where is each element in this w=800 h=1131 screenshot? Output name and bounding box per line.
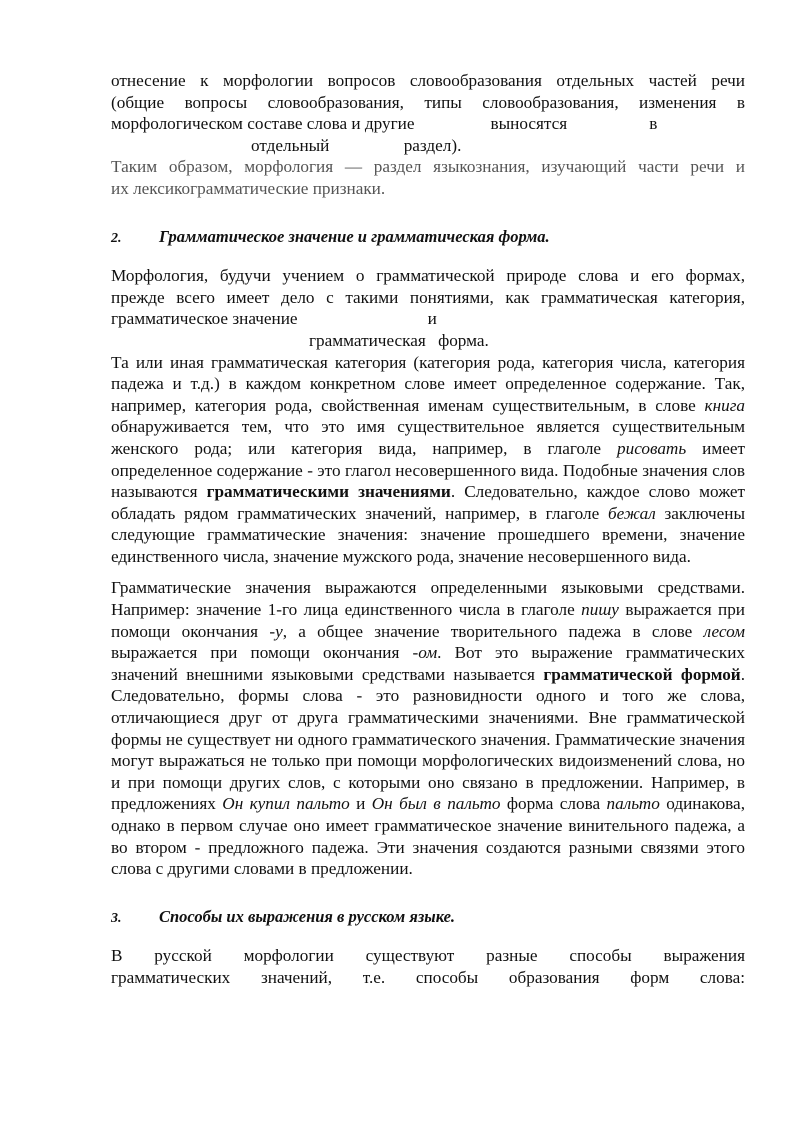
s2-p3-word-pishu: пишу [581,600,619,620]
s2-p2-bold-term: грамматическими значениями [206,482,451,502]
intro-line-3a: морфологическом составе слова и другие [111,114,415,134]
summary-line-1: Таким образом, морфология — раздел языкознания, изучающий части речи и [111,157,745,177]
s2-p1-line-2: прежде всего имеет дело с такими понятиями, как грамматическая категория, [111,287,745,307]
s2-p1-line-4a: грамматическая [309,330,426,350]
s2-p1-line-1: Морфология, будучи учением о грамматической природе слова и его формах, [111,266,745,286]
section-2-number: 2. [111,230,122,246]
s2-p3-text-d: выражается при помощи окончания [111,643,413,663]
s3-p1-line-1: В русской морфологии существуют разные способы выражения [111,946,745,966]
s2-p1-line-4 [111,330,745,352]
s2-p3-text-h: форма слова [500,794,607,814]
s2-p3-ending-u: -у [269,621,283,641]
s2-p2-text-a: Та или иная грамматическая категория (категория рода, категория числа, категория падежа и т.д.) в каждом конкретном слове имеет определенное содержание. Так, например, категория рода, свойственная именам существительным, в слове [111,352,745,415]
s2-p3-word-lesom: лесом [703,621,745,641]
intro-line-1: отнесение к морфологии вопросов словообразования отдельных частей речи [111,71,745,90]
intro-line-3b: выносятся [490,114,568,134]
intro-line-4a: отдельный [251,135,330,155]
intro-line-2: (общие вопросы словообразования, типы словообразования, изменения в [111,92,745,112]
s2-p3-text-b: выражается при помощи окончания [111,600,746,641]
s2-p2-word-risovat: рисовать [617,438,687,458]
intro-line-3 [111,113,745,135]
intro-line-4b: раздел). [403,135,462,155]
s2-paragraph-2 [111,352,745,568]
s2-p2-word-bezhal: бежал [608,503,656,523]
s2-p2-text-c: имеет определенное содержание - это глагол несовершенного вида. Подобные значения слов называются [111,438,745,502]
s2-p2-text-e: заключены следующие грамматические значения: значение прошедшего времени, значение единственного числа, значение мужского рода, значение несовершенного вида. [111,503,745,566]
section-2-heading [111,226,745,250]
s2-p2-text-d: . Следовательно, каждое слово может обладать рядом грамматических значений, например, в глаголе [111,482,745,523]
s2-p2-word-kniga: книга [704,395,745,415]
s2-p3-text-g: и [349,794,372,814]
section-3-heading [111,906,745,930]
s2-p3-text-c: , а общее значение творительного падежа в слове [282,621,704,641]
s3-p1-line-2: грамматических значений, т.е. способы образования форм слова: [111,967,745,987]
s2-p1-line-3b: и [427,309,437,329]
s2-p1-line-3a: грамматическое значение [111,309,298,329]
s2-p3-text-e: . Вот это выражение грамматических значений внешними языковыми средствами называется [111,643,745,684]
s2-p3-text-i: одинакова, однако в первом случае оно имеет грамматическое значение винительного падежа, а во втором - предложного падежа. Эти значения создаются разными связями этого слова с другими словами в предложении. [111,794,745,879]
s2-p1-line-4b: форма. [438,330,489,350]
s2-p3-text-f: . Следовательно, формы слова - это разновидности одного и того же слова, отличающиеся друг от друга грамматическими значениями. Вне грамматической формы не существует ни одного грамматического значения. Грамматические значения могут выражаться не только при помощи морфологических видоизменений слова, но и при помощи других слов, с которыми оно связано в предложении. Например, в предложениях [111,664,745,814]
section-2-title: Грамматическое значение и грамматическая форма. [159,226,550,246]
s2-p1-line-3 [111,308,745,330]
summary-line-2: их лексикограмматические признаки. [111,178,386,198]
section-3-number: 3. [111,910,122,926]
s2-p3-text-a: Грамматические значения выражаются определенными языковыми средствами. Например: значение 1-го лица единственного числа в глаголе [111,578,745,620]
s2-p3-ending-om: -ом [412,643,438,663]
intro-line-3c: в [649,114,658,134]
section-3-title: Способы их выражения в русском языке. [159,906,456,926]
document-body [111,70,745,989]
s2-p2-text-b: обнаруживается тем, что это имя существительное является существительным женского рода; или категория вида, например, в глаголе [111,417,745,458]
s2-p3-example-2: Он был в пальто [371,794,501,814]
s2-p3-bold-term: грамматической формой [543,664,741,684]
s2-p3-example-1: Он купил пальто [222,794,350,814]
intro-line-4 [111,135,745,157]
s2-p3-word-palto: пальто [606,794,660,814]
s2-paragraph-3 [111,577,745,879]
